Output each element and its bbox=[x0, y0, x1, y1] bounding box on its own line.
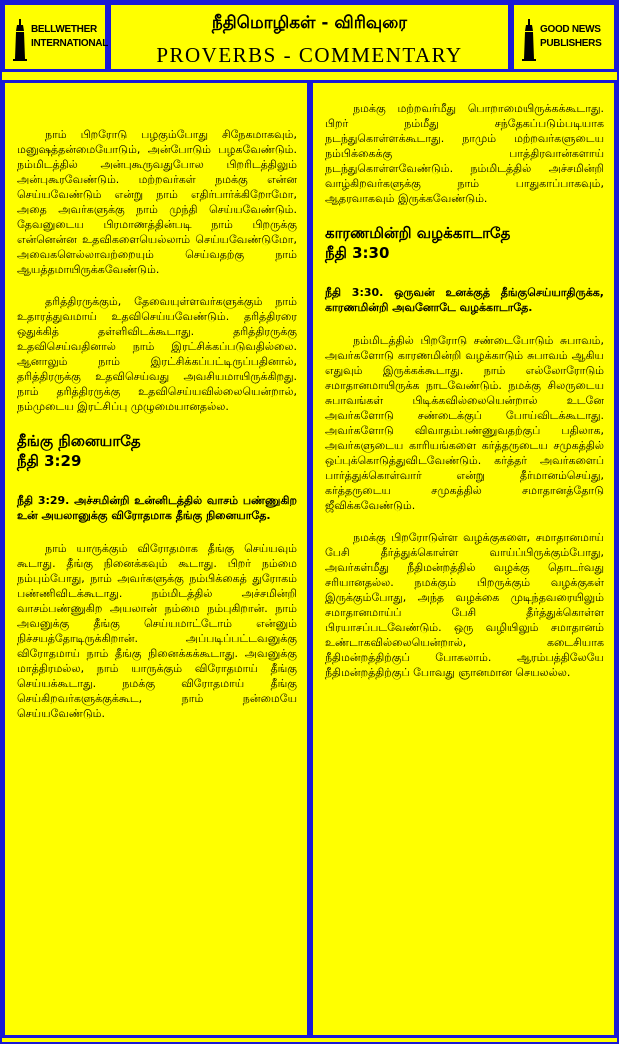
page-header bbox=[2, 2, 617, 78]
left-paragraph-1: நாம் பிறரோடு பழகும்போது சிநேகமாகவும், மனுஷத்தன்மையோடும், அன்போடும் பழகவேண்டும். நம்மிடத்தில் அன்புகூருவதுபோல பிறரிடத்திலும் அன்புகூரவேண்டும். மற்றவர்கள் நமக்கு என்ன செய்யவேண்டும் என்று நாம் எதிர்பார்க்கிறோமோ, அதை அவர்களுக்கு நாம் முந்தி செய்யவேண்டும். தேவனுடைய பிரமாணத்தின்படி நாம் பிறருக்கு என்னென்ன உதவிகளையெல்லாம் செய்யவேண்டுமோ, அவைகளெல்லாவற்றையும் செய்வதற்கு நாம் ஆயத்தமாயிருக்கவேண்டும். bbox=[17, 128, 297, 276]
bellwether-logo bbox=[11, 17, 109, 63]
heading-reference: நீதி 3:30 bbox=[325, 244, 390, 262]
right-logo-line2: PUBLISHERS bbox=[540, 38, 602, 49]
section-heading-3-29 bbox=[17, 431, 297, 471]
left-column bbox=[2, 80, 310, 1038]
left-logo-box bbox=[2, 2, 108, 72]
right-column bbox=[310, 80, 617, 1038]
page-title-tamil: நீதிமொழிகள் - விரிவுரை bbox=[211, 13, 408, 33]
verse-3-29: நீதி 3:29. அச்சமின்றி உன்னிடத்தில் வாசம் பண்ணுகிற உன் அயலானுக்கு விரோதமாக தீங்கு நினையாதே. bbox=[17, 494, 297, 522]
left-paragraph-2: தரித்திரருக்கும், தேவையுள்ளவர்களுக்கும் நாம் உதாரத்துவமாய் உதவிசெய்யவேண்டும். தரித்திரரை ஒதுக்கித் தள்ளிவிடக்கூடாது. தரித்திரருக்கு உதவிசெய்வதினால் நாம் இரட்சிக்கப்படுவதில்லை. ஆனாலும் நாம் இரட்சிக்கப்பட்டிருப்பதினால், தரித்திரருக்கு உதவிசெய்வது அவசியமாயிருக்கிறது. நாம் தரித்திரருக்கு உதவிசெய்யவில்லையென்றால், நம்முடைய இரட்சிப்பு முழுமையானதல்ல. bbox=[17, 295, 297, 413]
heading-reference: நீதி 3:29 bbox=[17, 452, 82, 470]
tower-icon bbox=[13, 19, 27, 61]
verse-3-30: நீதி 3:30. ஒருவன் உனக்குத் தீங்குசெய்யாதிருக்க, காரணமின்றி அவனோடே வழக்காடாதே. bbox=[325, 286, 604, 314]
page-title-english: PROVERBS - COMMENTARY bbox=[156, 43, 463, 67]
section-heading-3-30 bbox=[325, 223, 604, 263]
right-paragraph-1: நமக்கு மற்றவர்மீது பொறாமையிருக்கக்கூடாது. பிறர் நம்மீது சந்தேகப்படும்படியாக நடந்துகொள்ளக்கூடாது. நாமும் மற்றவர்களுடைய நம்பிக்கைக்கு பாத்திரவான்களாய் நடந்துகொள்ளவேண்டும். நம்மிடத்தில் அச்சமின்றி வாழ்கிறவர்களுக்கு நாம் பாதுகாப்பாகவும், ஆதரவாகவும் இருக்கவேண்டும். bbox=[325, 102, 604, 205]
heading-title: தீங்கு நினையாதே bbox=[17, 432, 141, 450]
right-paragraph-3: நமக்கு பிறரோடுள்ள வழக்குகளை, சமாதானமாய் பேசி தீர்த்துக்கொள்ள வாய்ப்பிருக்கும்போது, அவர்கள்மீது நீதிமன்றத்தில் வழக்கு தொடர்வது சரியானதல்ல. நமக்கும் பிறருக்கும் வழக்குகள் இருக்கும்போது, அந்த வழக்கை முடிந்தவரையிலும் சமாதானமாய்ப் பேசி தீர்த்துக்கொள்ள பிரயாசப்படவேண்டும். ஒரு வழியிலும் சமாதானம் உண்டாகவில்லையென்றால், கடைசியாக நீதிமன்றத்திற்குப் போகலாம். ஆரம்பத்திலேயே நீதிமன்றத்திற்குப் போவது ஞானமான செயலல்ல. bbox=[325, 531, 604, 679]
right-paragraph-2: நம்மிடத்தில் பிறரோடு சண்டைபோடும் சுபாவம், அவர்களோடு காரணமின்றி வழக்காடும் சுபாவம் ஆகிய எதுவும் இருக்கக்கூடாது. நாம் எல்லோரோடும் சமாதானமாயிருக்க நாடவேண்டும். நமக்கு சிலருடைய சுபாவங்கள் பிடிக்கவில்லையென்றால் உடனே அவர்களோடு சண்டைக்குப் போய்விடக்கூடாது. அவர்களோடு விவாதம்பண்ணுவதற்குப் பதிலாக, அவர்களுடைய காரியங்களை கர்த்தருடைய சமுகத்தில் ஒப்புக்கொடுத்துவிடவேண்டும். கர்த்தர் அவர்களைப் பார்த்துக்கொள்வார் என்று தீர்மானம்செய்து, கர்த்தருடைய சமுகத்தில் சமாதானத்தோடு ஜீவிக்கவேண்டும். bbox=[325, 334, 604, 512]
left-paragraph-3: நாம் யாருக்கும் விரோதமாக தீங்கு செய்யவும் கூடாது. தீங்கு நினைக்கவும் கூடாது. பிறர் நம்மை நம்பும்போது, நாம் அவர்களுக்கு நம்பிக்கைத் துரோகம் பண்ணிவிடக்கூடாது. நம்மிடத்தில் அச்சமின்றி வாசம்பண்ணுகிற அயலான் நம்மை நம்புகிறான். நாம் அவனுக்கு தீங்கு செய்யமாட்டோம் என்னும் நிச்சயத்தோடிருக்கிறான். அப்படிப்பட்டவனுக்கு விரோதமாய் நாம் தீங்கு நினைக்கக்கூடாது. அவனுக்கு மாத்திரமல்ல, நாம் யாருக்கும் விரோதமாய் தீங்கு செய்யக்கூடாது. நமக்கு விரோதமாய் தீங்கு செய்கிறவர்களுக்குக்கூட, நாம் நன்மையே செய்யவேண்டும். bbox=[17, 542, 297, 720]
right-logo-line1: GOOD NEWS bbox=[540, 24, 601, 35]
right-logo-box bbox=[511, 2, 617, 72]
title-box bbox=[108, 2, 511, 72]
left-logo-line2: INTERNATIONAL bbox=[31, 38, 109, 49]
tower-icon bbox=[522, 19, 536, 61]
good-news-logo bbox=[520, 17, 612, 63]
heading-title: காரணமின்றி வழக்காடாதே bbox=[325, 224, 511, 242]
left-logo-line1: BELLWETHER bbox=[31, 24, 97, 35]
